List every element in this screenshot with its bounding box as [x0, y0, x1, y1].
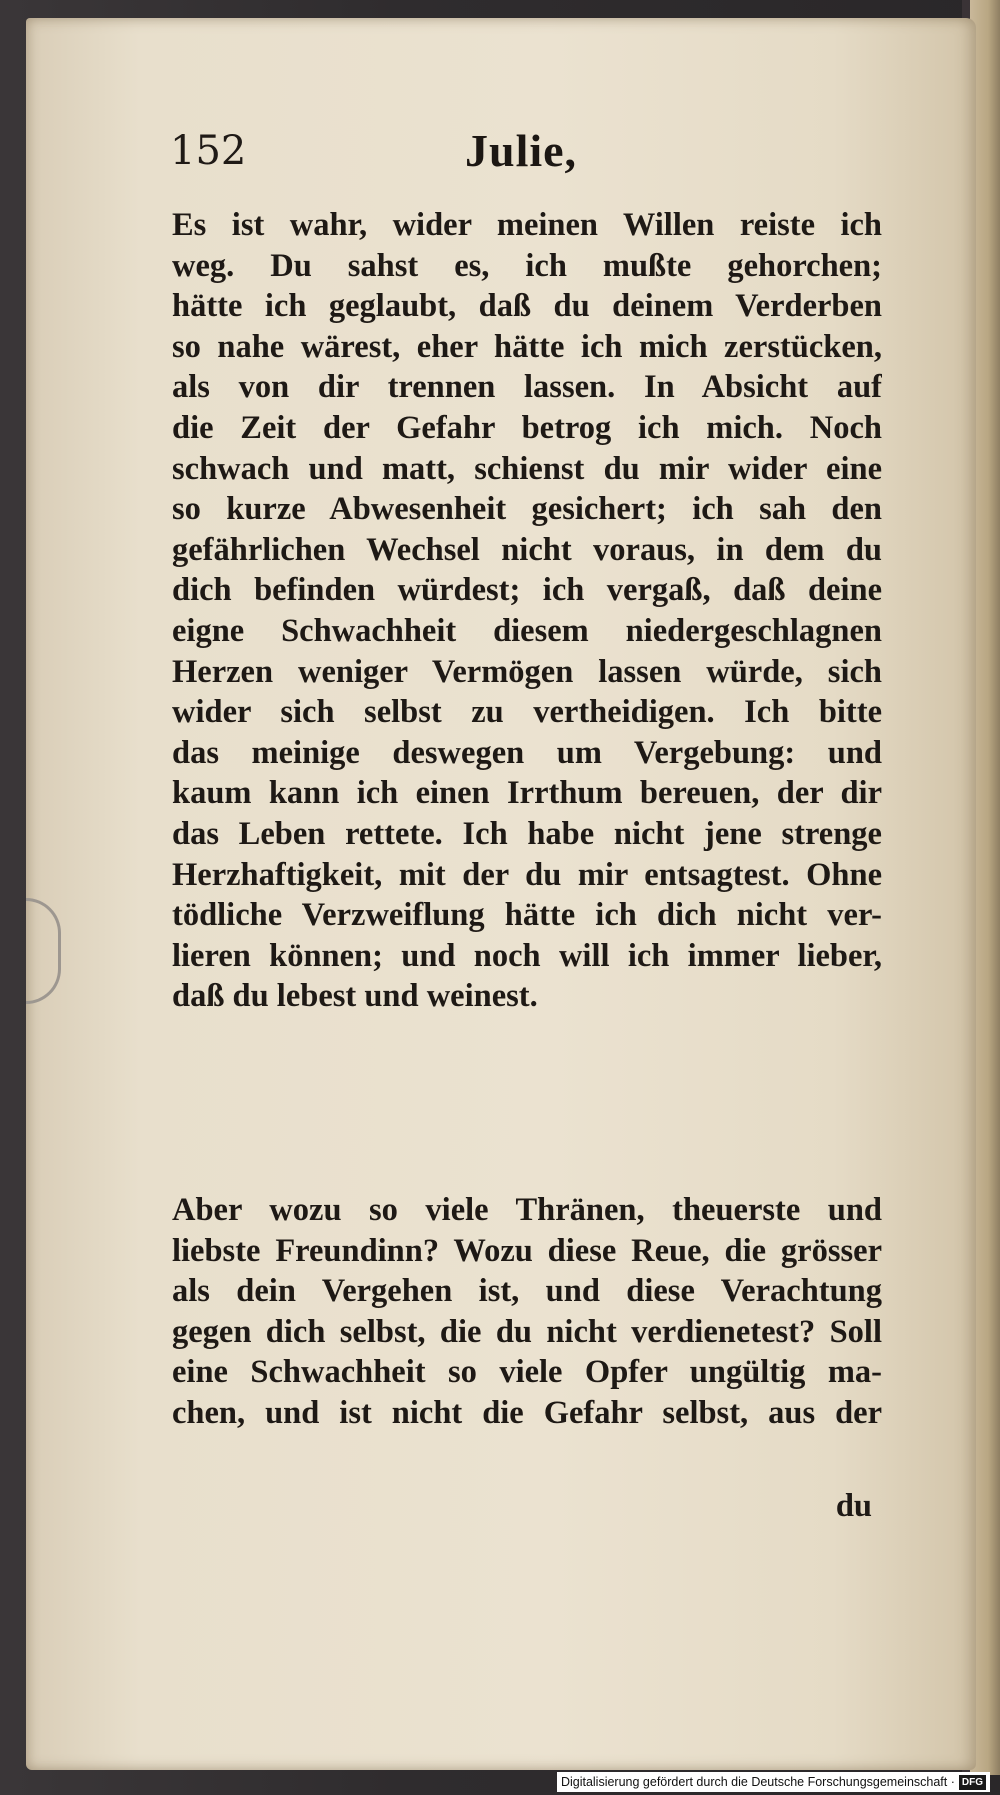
page-clip: [26, 898, 61, 1004]
text-line: Herzhaftigkeit, mit der du mir entsagtest. Ohne: [172, 856, 882, 893]
text-line: Herzen weniger Vermögen lassen würde, sich: [172, 653, 882, 690]
paragraph-1: [172, 205, 882, 1017]
text-line: gegen dich selbst, die du nicht verdienetest? Soll: [172, 1313, 882, 1350]
text-line: liebste Freundinn? Wozu diese Reue, die grösser: [172, 1232, 882, 1269]
text-line: so nahe wärest, eher hätte ich mich zerstücken,: [172, 328, 882, 365]
text-line: eigne Schwachheit diesem niedergeschlagnen: [172, 612, 882, 649]
text-line: das meinige deswegen um Vergebung: und: [172, 734, 882, 771]
catchword: du: [835, 1488, 872, 1524]
text-line: weg. Du sahst es, ich mußte gehorchen;: [172, 247, 882, 284]
text-line: schwach und matt, schienst du mir wider eine: [172, 450, 882, 487]
text-line: so kurze Abwesenheit gesichert; ich sah den: [172, 491, 882, 528]
digitization-credit: [557, 1772, 990, 1792]
text-line: dich befinden würdest; ich vergaß, daß deine: [172, 572, 882, 609]
text-line: Es ist wahr, wider meinen Willen reiste ich: [172, 207, 882, 243]
text-line: wider sich selbst zu vertheidigen. Ich bitte: [172, 694, 882, 731]
dfg-logo-icon: DFG: [959, 1775, 986, 1790]
running-title: Julie,: [465, 125, 578, 176]
page-number: 152: [170, 128, 247, 174]
credit-text: Digitalisierung gefördert durch die Deutsche Forschungsgemeinschaft ·: [560, 1775, 955, 1789]
text-line: als dein Vergehen ist, und diese Verachtung: [172, 1273, 882, 1310]
text-line: als von dir trennen lassen. In Absicht auf: [172, 369, 882, 406]
text-line: tödliche Verzweiflung hätte ich dich nicht ver-: [172, 897, 882, 934]
page-header: [145, 125, 865, 188]
text-line: eine Schwachheit so viele Opfer ungültig ma-: [172, 1354, 882, 1391]
text-line: das Leben rettete. Ich habe nicht jene strenge: [172, 815, 882, 852]
text-line: die Zeit der Gefahr betrog ich mich. Noch: [172, 409, 882, 446]
text-line: kaum kann ich einen Irrthum bereuen, der dir: [172, 775, 882, 812]
text-line: chen, und ist nicht die Gefahr selbst, aus der: [172, 1394, 882, 1431]
paragraph-2: [172, 1190, 882, 1434]
text-line: daß du lebest und weinest.: [172, 978, 538, 1015]
text-line: Aber wozu so viele Thränen, theuerste und: [172, 1192, 882, 1228]
text-line: gefährlichen Wechsel nicht voraus, in dem du: [172, 531, 882, 568]
text-line: hätte ich geglaubt, daß du deinem Verderben: [172, 288, 882, 325]
text-line: lieren können; und noch will ich immer lieber,: [172, 937, 882, 974]
